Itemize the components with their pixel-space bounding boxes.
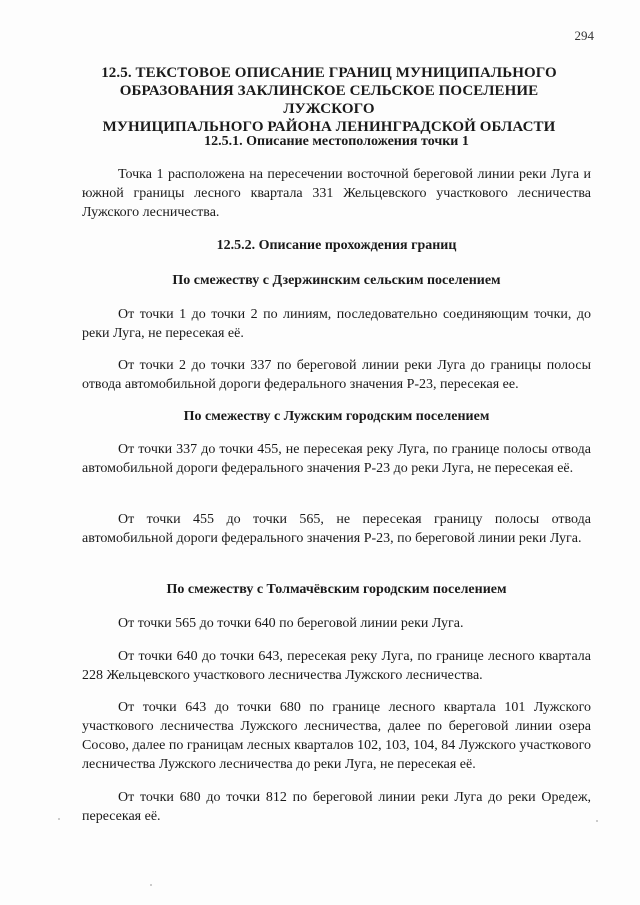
paragraph-boundary-1-2: От точки 1 до точки 2 по линиям, последовательно соединяющим точки, до реки Луга, не пересекая её. bbox=[82, 307, 591, 341]
paragraph-boundary-455-565: От точки 455 до точки 565, не пересекая границу полосы отвода автомобильной дороги федерального значения Р-23, по береговой линии реки Луга. bbox=[82, 512, 591, 546]
subheading-luzhsky: По смежеству с Лужским городским поселением bbox=[183, 409, 490, 424]
title-line-1: 12.5. ТЕКСТОВОЕ ОПИСАНИЕ ГРАНИЦ МУНИЦИПАЛЬНОГО bbox=[101, 65, 557, 81]
subheading-dzerzhinsky: По смежеству с Дзержинским сельским поселением bbox=[172, 273, 501, 288]
title-line-2: ОБРАЗОВАНИЯ ЗАКЛИНСКОЕ СЕЛЬСКОЕ ПОСЕЛЕНИЕ ЛУЖСКОГО bbox=[119, 83, 539, 117]
paragraph-boundary-680-812: От точки 680 до точки 812 по береговой линии реки Луга до реки Оредеж, пересекая её. bbox=[82, 790, 591, 824]
scan-speck bbox=[150, 884, 152, 886]
document-title bbox=[84, 64, 574, 136]
title-line-3: МУНИЦИПАЛЬНОГО РАЙОНА ЛЕНИНГРАДСКОЙ ОБЛАСТИ bbox=[102, 119, 556, 135]
paragraph-boundary-640-643: От точки 640 до точки 643, пересекая реку Луга, по границе лесного квартала 228 Жельцевского участкового лесничества Лужского лесничества. bbox=[82, 649, 591, 683]
scan-speck bbox=[596, 820, 598, 822]
paragraph-boundary-2-337: От точки 2 до точки 337 по береговой линии реки Луга до границы полосы отвода автомобильной дороги федерального значения Р-23, пересекая ее. bbox=[82, 358, 591, 392]
paragraph-point-1-location: Точка 1 расположена на пересечении восточной береговой линии реки Луга и южной границы лесного квартала 331 Жельцевского участкового лесничества Лужского лесничества. bbox=[82, 167, 591, 220]
paragraph-boundary-565-640: От точки 565 до точки 640 по береговой линии реки Луга. bbox=[118, 616, 464, 631]
section-heading-boundary-description: 12.5.2. Описание прохождения границ bbox=[216, 238, 457, 253]
paragraph-boundary-337-455: От точки 337 до точки 455, не пересекая реку Луга, по границе полосы отвода автомобильной дороги федерального значения Р-23 до реки Луга, не пересекая её. bbox=[82, 442, 591, 476]
subheading-tolmachevsky: По смежеству с Толмачёвским городским поселением bbox=[166, 582, 507, 597]
page-number: 294 bbox=[574, 28, 594, 43]
paragraph-boundary-643-680: От точки 643 до точки 680 по границе лесного квартала 101 Лужского участкового лесничества Лужского лесничества, далее по береговой линии озера Сосово, далее по границам лесных кварталов 102, 103, 104, 84 Лужского участкового лесничества Лужского лесничества до реки Луга, не пересекая её. bbox=[82, 700, 591, 772]
scan-speck bbox=[58, 818, 60, 820]
section-heading-point-location: 12.5.1. Описание местоположения точки 1 bbox=[204, 134, 469, 149]
